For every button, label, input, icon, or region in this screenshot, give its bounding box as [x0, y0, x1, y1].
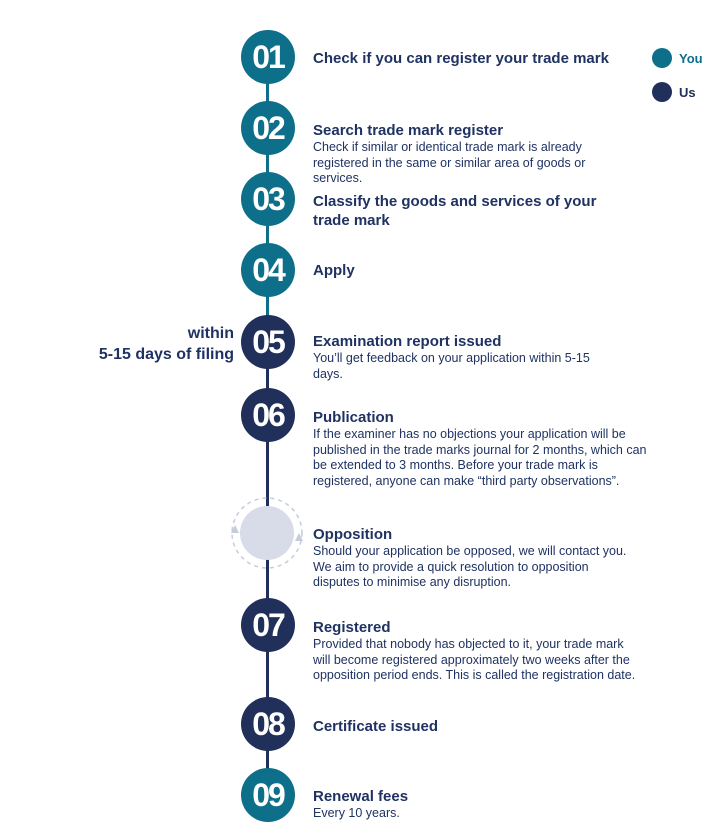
- legend-us-label: Us: [679, 84, 696, 100]
- step-02-description: Check if similar or identical trade mark is already registered in the same or similar area of goods or services.: [313, 140, 586, 185]
- timing-note-line1: within: [187, 325, 234, 342]
- step-04-content: [313, 261, 653, 280]
- step-08-content: [313, 717, 653, 736]
- step-03-content: [313, 192, 653, 230]
- step-02-title: Search trade mark register: [313, 122, 504, 139]
- opposition-description: Should your application be opposed, we will contact you. We aim to provide a quick resolution to opposition disputes to minimise any disruption.: [313, 544, 627, 589]
- legend-us-swatch: [652, 82, 672, 102]
- step-02-content: [313, 121, 653, 187]
- step-06-description: If the examiner has no objections your application will be published in the trade marks journal for 2 months, which can be extended to 3 months. Before your trade mark is registered, anyone can make “third party observations”.: [313, 427, 647, 488]
- step-09-badge: 09: [241, 768, 295, 822]
- legend-item-us: [652, 82, 696, 102]
- step-02-badge: 02: [241, 101, 295, 155]
- step-07-title: Registered: [313, 619, 391, 636]
- opposition-title: Opposition: [313, 526, 393, 543]
- step-06-title: Publication: [313, 409, 394, 426]
- legend-item-you: [652, 48, 703, 68]
- step-08-badge: 08: [241, 697, 295, 751]
- step-06-badge: 06: [241, 388, 295, 442]
- step-07-description: Provided that nobody has objected to it, your trade mark will become registered approximately two weeks after the opposition period ends. This is called the registration date.: [313, 637, 636, 682]
- timing-note: [99, 323, 234, 365]
- step-07-content: [313, 618, 653, 684]
- legend-you-label: You: [679, 50, 703, 66]
- opposition-badge: [229, 495, 305, 571]
- step-04-title: Apply: [313, 262, 355, 279]
- step-05-content: [313, 332, 653, 382]
- step-01-title: Check if you can register your trade mark: [313, 50, 609, 67]
- opposition-circle: [240, 506, 294, 560]
- step-05-title: Examination report issued: [313, 333, 502, 350]
- step-03-title: Classify the goods and services of your trade mark: [313, 193, 597, 229]
- step-04-badge: 04: [241, 243, 295, 297]
- step-03-badge: 03: [241, 172, 295, 226]
- step-05-description: You’ll get feedback on your application within 5-15 days.: [313, 351, 590, 381]
- step-01-badge: 01: [241, 30, 295, 84]
- legend-you-swatch: [652, 48, 672, 68]
- step-07-badge: 07: [241, 598, 295, 652]
- step-05-badge: 05: [241, 315, 295, 369]
- opposition-content: [313, 525, 653, 591]
- timing-note-line2: 5-15 days of filing: [98, 346, 234, 363]
- step-06-content: [313, 408, 653, 489]
- step-01-content: [313, 49, 653, 68]
- step-09-title: Renewal fees: [313, 788, 409, 805]
- step-08-title: Certificate issued: [313, 718, 439, 735]
- step-09-content: [313, 787, 653, 822]
- step-09-description: Every 10 years.: [313, 806, 400, 820]
